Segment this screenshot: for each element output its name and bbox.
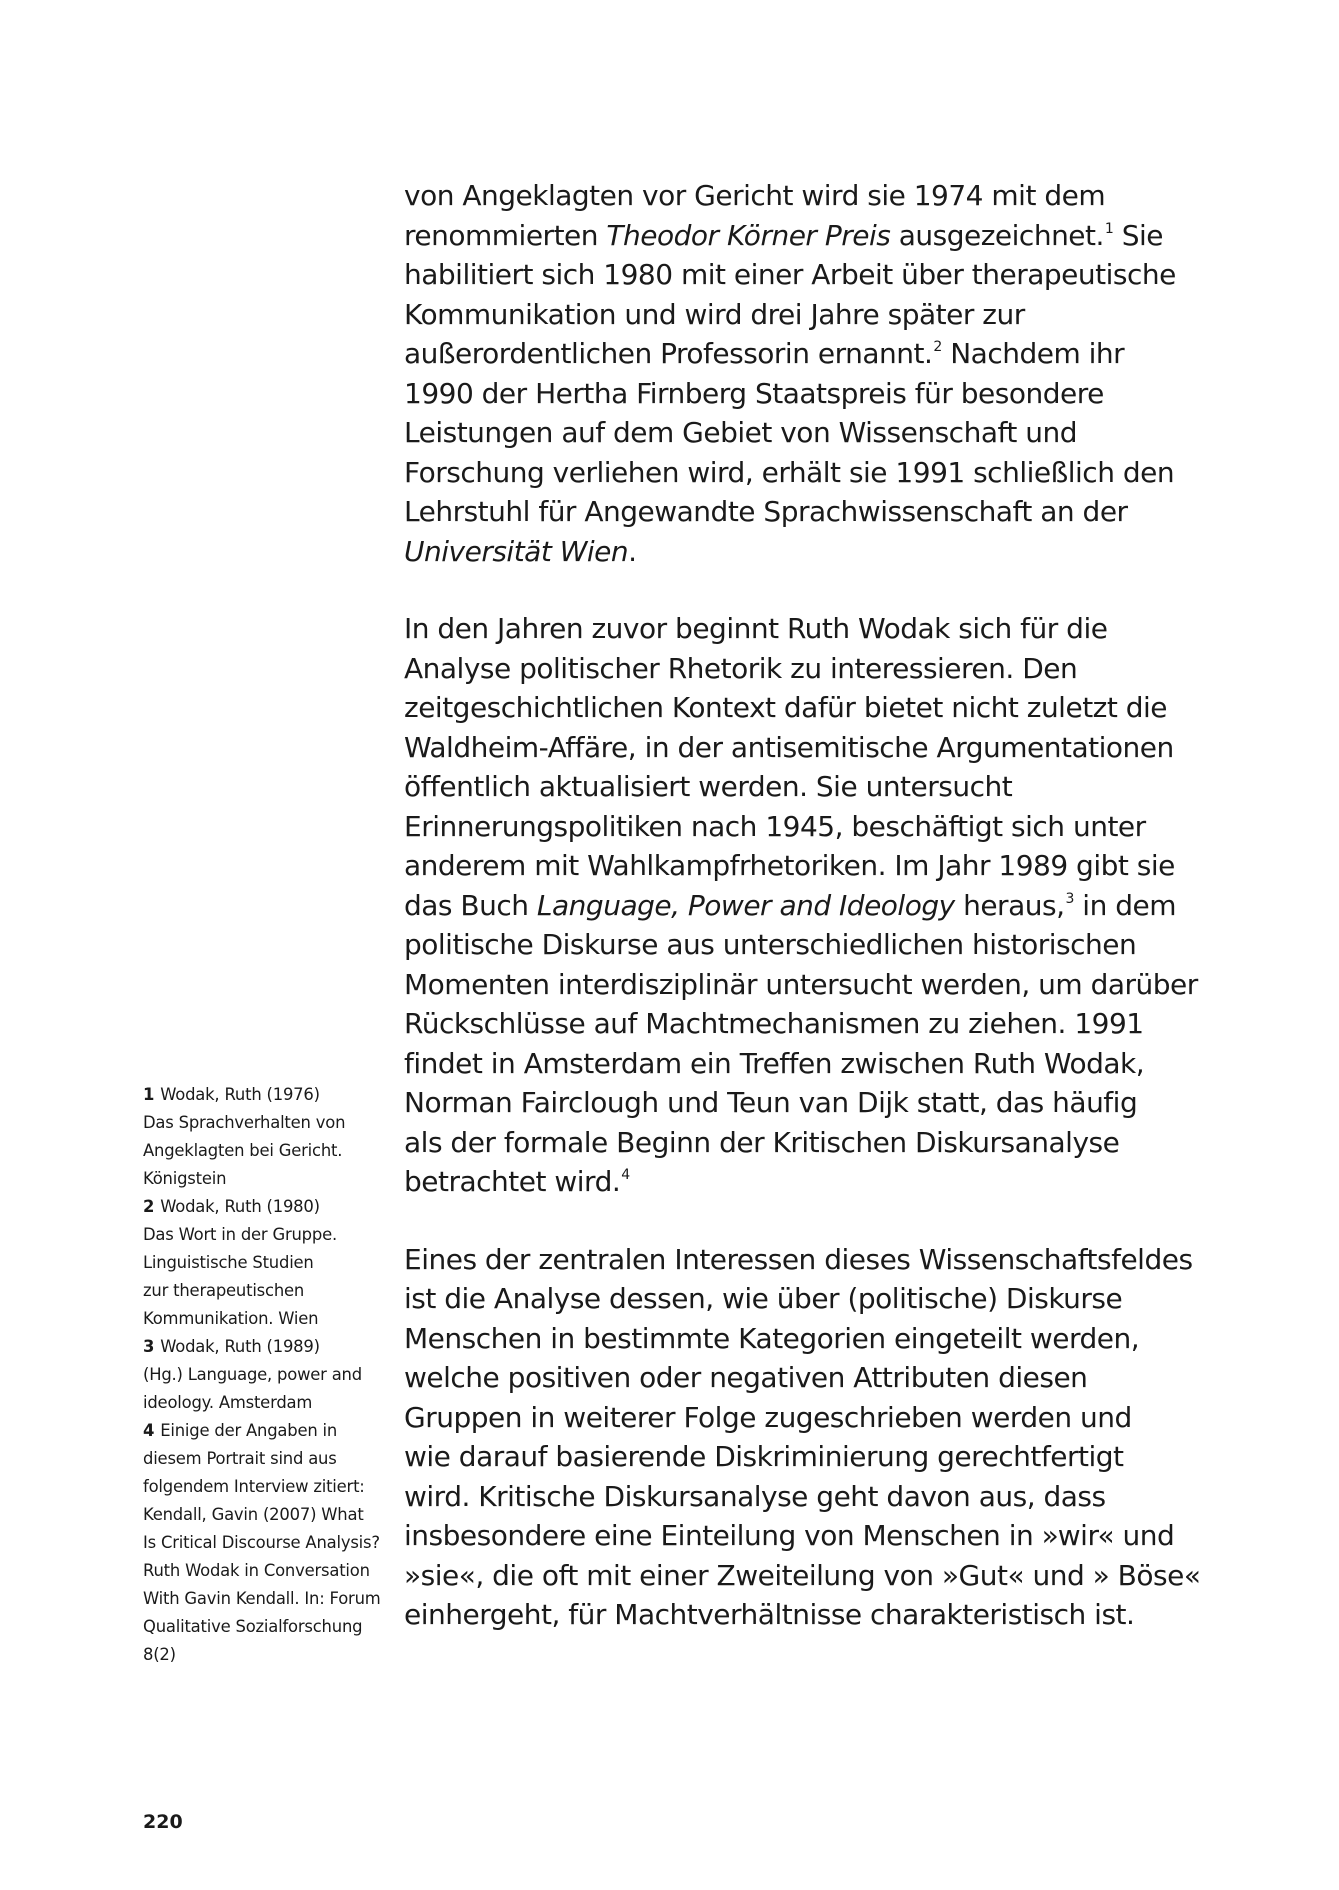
text-line: von Angeklagten vor Gericht wird sie 1974 mit dem — [404, 179, 1106, 212]
paragraph-1 — [404, 176, 1194, 571]
text-line: Momenten interdisziplinär untersucht werden, um darüber — [404, 967, 1198, 1001]
text-line: wird. Kritische Diskursanalyse geht davon aus, dass — [404, 1479, 1106, 1513]
footnote-number: 4 — [143, 1421, 155, 1440]
footnote-text: Ruth Wodak in Conversation — [143, 1561, 370, 1580]
footnote-ref-4[interactable]: 4 — [621, 1167, 630, 1183]
text-line: Lehrstuhl für Angewandte Sprachwissenschaft an der — [404, 495, 1128, 528]
text-line: 1990 der Hertha Firnberg Staatspreis für besondere — [404, 376, 1104, 410]
footnote-ref-3[interactable]: 3 — [1065, 890, 1074, 907]
footnote-text: Wodak, Ruth (1989) — [160, 1337, 320, 1356]
footnote-text: Linguistische Studien — [143, 1253, 314, 1272]
footnote-text: (Hg.) Language, power and — [143, 1365, 362, 1384]
text-line: »sie«, die oft mit einer Zweiteilung von »Gut« und » Böse« — [404, 1558, 1201, 1592]
footnote-text: Kendall, Gavin (2007) What — [143, 1505, 364, 1524]
text-line: findet in Amsterdam ein Treffen zwischen Ruth Wodak, — [404, 1046, 1145, 1080]
text-line: habilitiert sich 1980 mit einer Arbeit über therapeutische — [404, 258, 1176, 291]
text-line: Norman Fairclough und Teun van Dijk statt, das häufig — [404, 1086, 1138, 1119]
text-line: ist die Analyse dessen, wie über (politische) Diskurse — [404, 1282, 1123, 1315]
footnote-number: 2 — [143, 1197, 155, 1216]
footnote-text: zur therapeutischen — [143, 1281, 305, 1300]
footnote-text: Königstein — [143, 1169, 227, 1188]
text-line: anderem mit Wahlkampfrhetoriken. Im Jahr 1989 gibt sie — [404, 849, 1175, 882]
footnote-text: Qualitative Sozialforschung — [143, 1617, 363, 1636]
text-line: In den Jahren zuvor beginnt Ruth Wodak sich für die — [404, 612, 1108, 645]
footnote-2 — [143, 1193, 388, 1333]
footnote-text: ideology. Amsterdam — [143, 1393, 313, 1412]
text-line: renommierten Theodor Körner Preis ausgezeichnet.$^1$ Sie — [404, 218, 1164, 252]
footnote-text: Kommunikation. Wien — [143, 1309, 319, 1328]
text-line: als der formale Beginn der Kritischen Diskursanalyse — [404, 1125, 1120, 1159]
text-line: Universität Wien. — [404, 534, 637, 568]
text-line: Erinnerungspolitiken nach 1945, beschäftigt sich unter — [404, 809, 1146, 843]
book-title: Language, Power and Ideology — [536, 888, 955, 922]
footnote-text: diesem Portrait sind aus — [143, 1449, 337, 1468]
footnote-text: Wodak, Ruth (1980) — [160, 1197, 320, 1216]
footnote-1 — [143, 1081, 388, 1193]
text-line: Gruppen in weiterer Folge zugeschrieben werden und — [404, 1400, 1132, 1434]
footnote-text: With Gavin Kendall. In: Forum — [143, 1589, 381, 1608]
footnote-3 — [143, 1333, 388, 1417]
text-line: Leistungen auf dem Gebiet von Wissenschaft und — [404, 416, 1077, 449]
footnote-text: Wodak, Ruth (1976) — [160, 1085, 320, 1104]
paragraph-2 — [404, 609, 1198, 1202]
page-number: 220 — [143, 1811, 183, 1833]
footnote-number: 3 — [143, 1337, 155, 1356]
footnote-ref-1[interactable]: 1 — [1104, 220, 1114, 237]
institution-name: Universität Wien — [404, 534, 629, 568]
text-line: das Buch Language, Power and Ideology heraus,$^3$ in dem — [404, 888, 1176, 922]
text-line: Menschen in bestimmte Kategorien eingeteilt werden, — [404, 1321, 1140, 1355]
text-line: einhergeht, für Machtverhältnisse charakteristisch ist. — [404, 1598, 1135, 1631]
text-line: öffentlich aktualisiert werden. Sie untersucht — [404, 770, 1013, 803]
text-line: zeitgeschichtlichen Kontext dafür bietet nicht zuletzt die — [404, 691, 1168, 724]
text-line: wie darauf basierende Diskriminierung gerechtfertigt — [404, 1440, 1124, 1473]
footnote-text: Is Critical Discourse Analysis? — [143, 1533, 380, 1552]
footnote-ref-2[interactable]: 2 — [933, 339, 942, 355]
footnote-text: Das Wort in der Gruppe. — [143, 1225, 337, 1244]
text-line: Eines der zentralen Interessen dieses Wissenschaftsfeldes — [404, 1242, 1193, 1276]
footnotes-column — [143, 1081, 388, 1669]
text-line: Rückschlüsse auf Machtmechanismen zu ziehen. 1991 — [404, 1007, 1144, 1040]
footnote-text: Das Sprachverhalten von — [143, 1113, 346, 1132]
text-line: politische Diskurse aus unterschiedlichen historischen — [404, 928, 1137, 961]
footnote-4 — [143, 1417, 388, 1669]
text-line: welche positiven oder negativen Attributen diesen — [404, 1361, 1088, 1394]
text-line: Forschung verliehen wird, erhält sie 1991 schließlich den — [404, 455, 1175, 489]
footnote-text: 8(2) — [143, 1645, 176, 1664]
text-line: Waldheim-Affäre, in der antisemitische Argumentationen — [404, 730, 1174, 764]
text-line: außerordentlichen Professorin ernannt.$^2$ Nachdem ihr — [404, 337, 1125, 370]
text-line: Analyse politischer Rhetorik zu interessieren. Den — [404, 651, 1078, 685]
paragraph-3 — [404, 1240, 1201, 1635]
text-line: insbesondere eine Einteilung von Menschen in »wir« und — [404, 1519, 1175, 1552]
main-text-column — [404, 176, 1201, 1673]
text-line: betrachtet wird.$^4$ — [404, 1165, 630, 1198]
footnote-text: folgendem Interview zitiert: — [143, 1477, 365, 1496]
text-line: Kommunikation und wird drei Jahre später zur — [404, 297, 1025, 331]
footnote-text: Einige der Angaben in — [160, 1421, 338, 1440]
footnote-number: 1 — [143, 1085, 155, 1104]
award-title: Theodor Körner Preis — [606, 218, 891, 252]
footnote-text: Angeklagten bei Gericht. — [143, 1141, 343, 1160]
